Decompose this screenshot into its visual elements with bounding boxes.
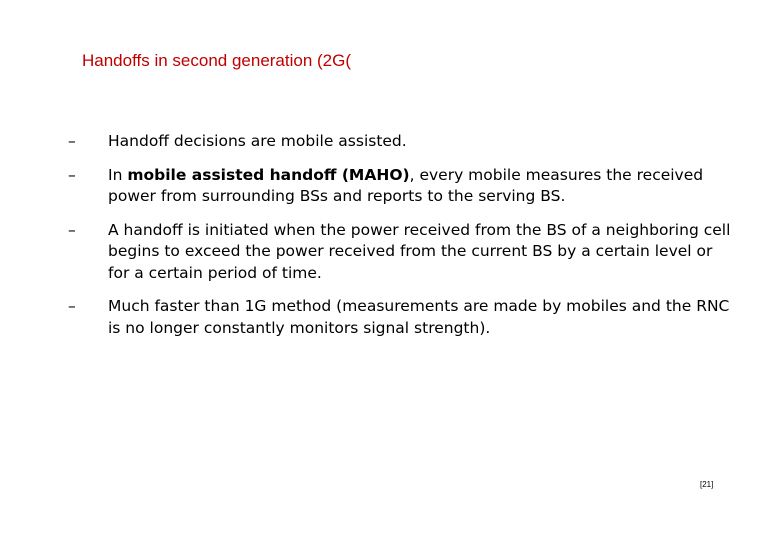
bullet-dash: – <box>68 132 76 150</box>
bullet-text: Handoff decisions are mobile assisted. <box>108 132 407 150</box>
bullet-list <box>68 131 738 351</box>
bullet-dash: – <box>68 220 76 239</box>
slide-title: Handoffs in second generation (2G( <box>82 51 352 70</box>
bullet-dash: – <box>68 297 76 315</box>
bullet-item <box>68 131 738 153</box>
bullet-text: A handoff is initiated when the power received from the BS of a neighboring cell begins to exceed the power received from the current BS by a certain level or for a certain period of time. <box>108 220 731 282</box>
bullet-text-suffix: , every mobile measures the received power from surrounding BSs and reports to the serving BS. <box>108 165 704 205</box>
bullet-text-prefix: In <box>108 165 128 184</box>
bullet-item <box>68 165 738 208</box>
bullet-text: Much faster than 1G method (measurements are made by mobiles and the RNC is no longer constantly monitors signal strength). <box>108 297 730 337</box>
bullet-item <box>68 296 738 339</box>
bullet-item <box>68 220 738 285</box>
maho-term: mobile assisted handoff (MAHO) <box>127 165 410 184</box>
bullet-dash: – <box>68 165 76 184</box>
page-number: [21] <box>700 480 714 489</box>
